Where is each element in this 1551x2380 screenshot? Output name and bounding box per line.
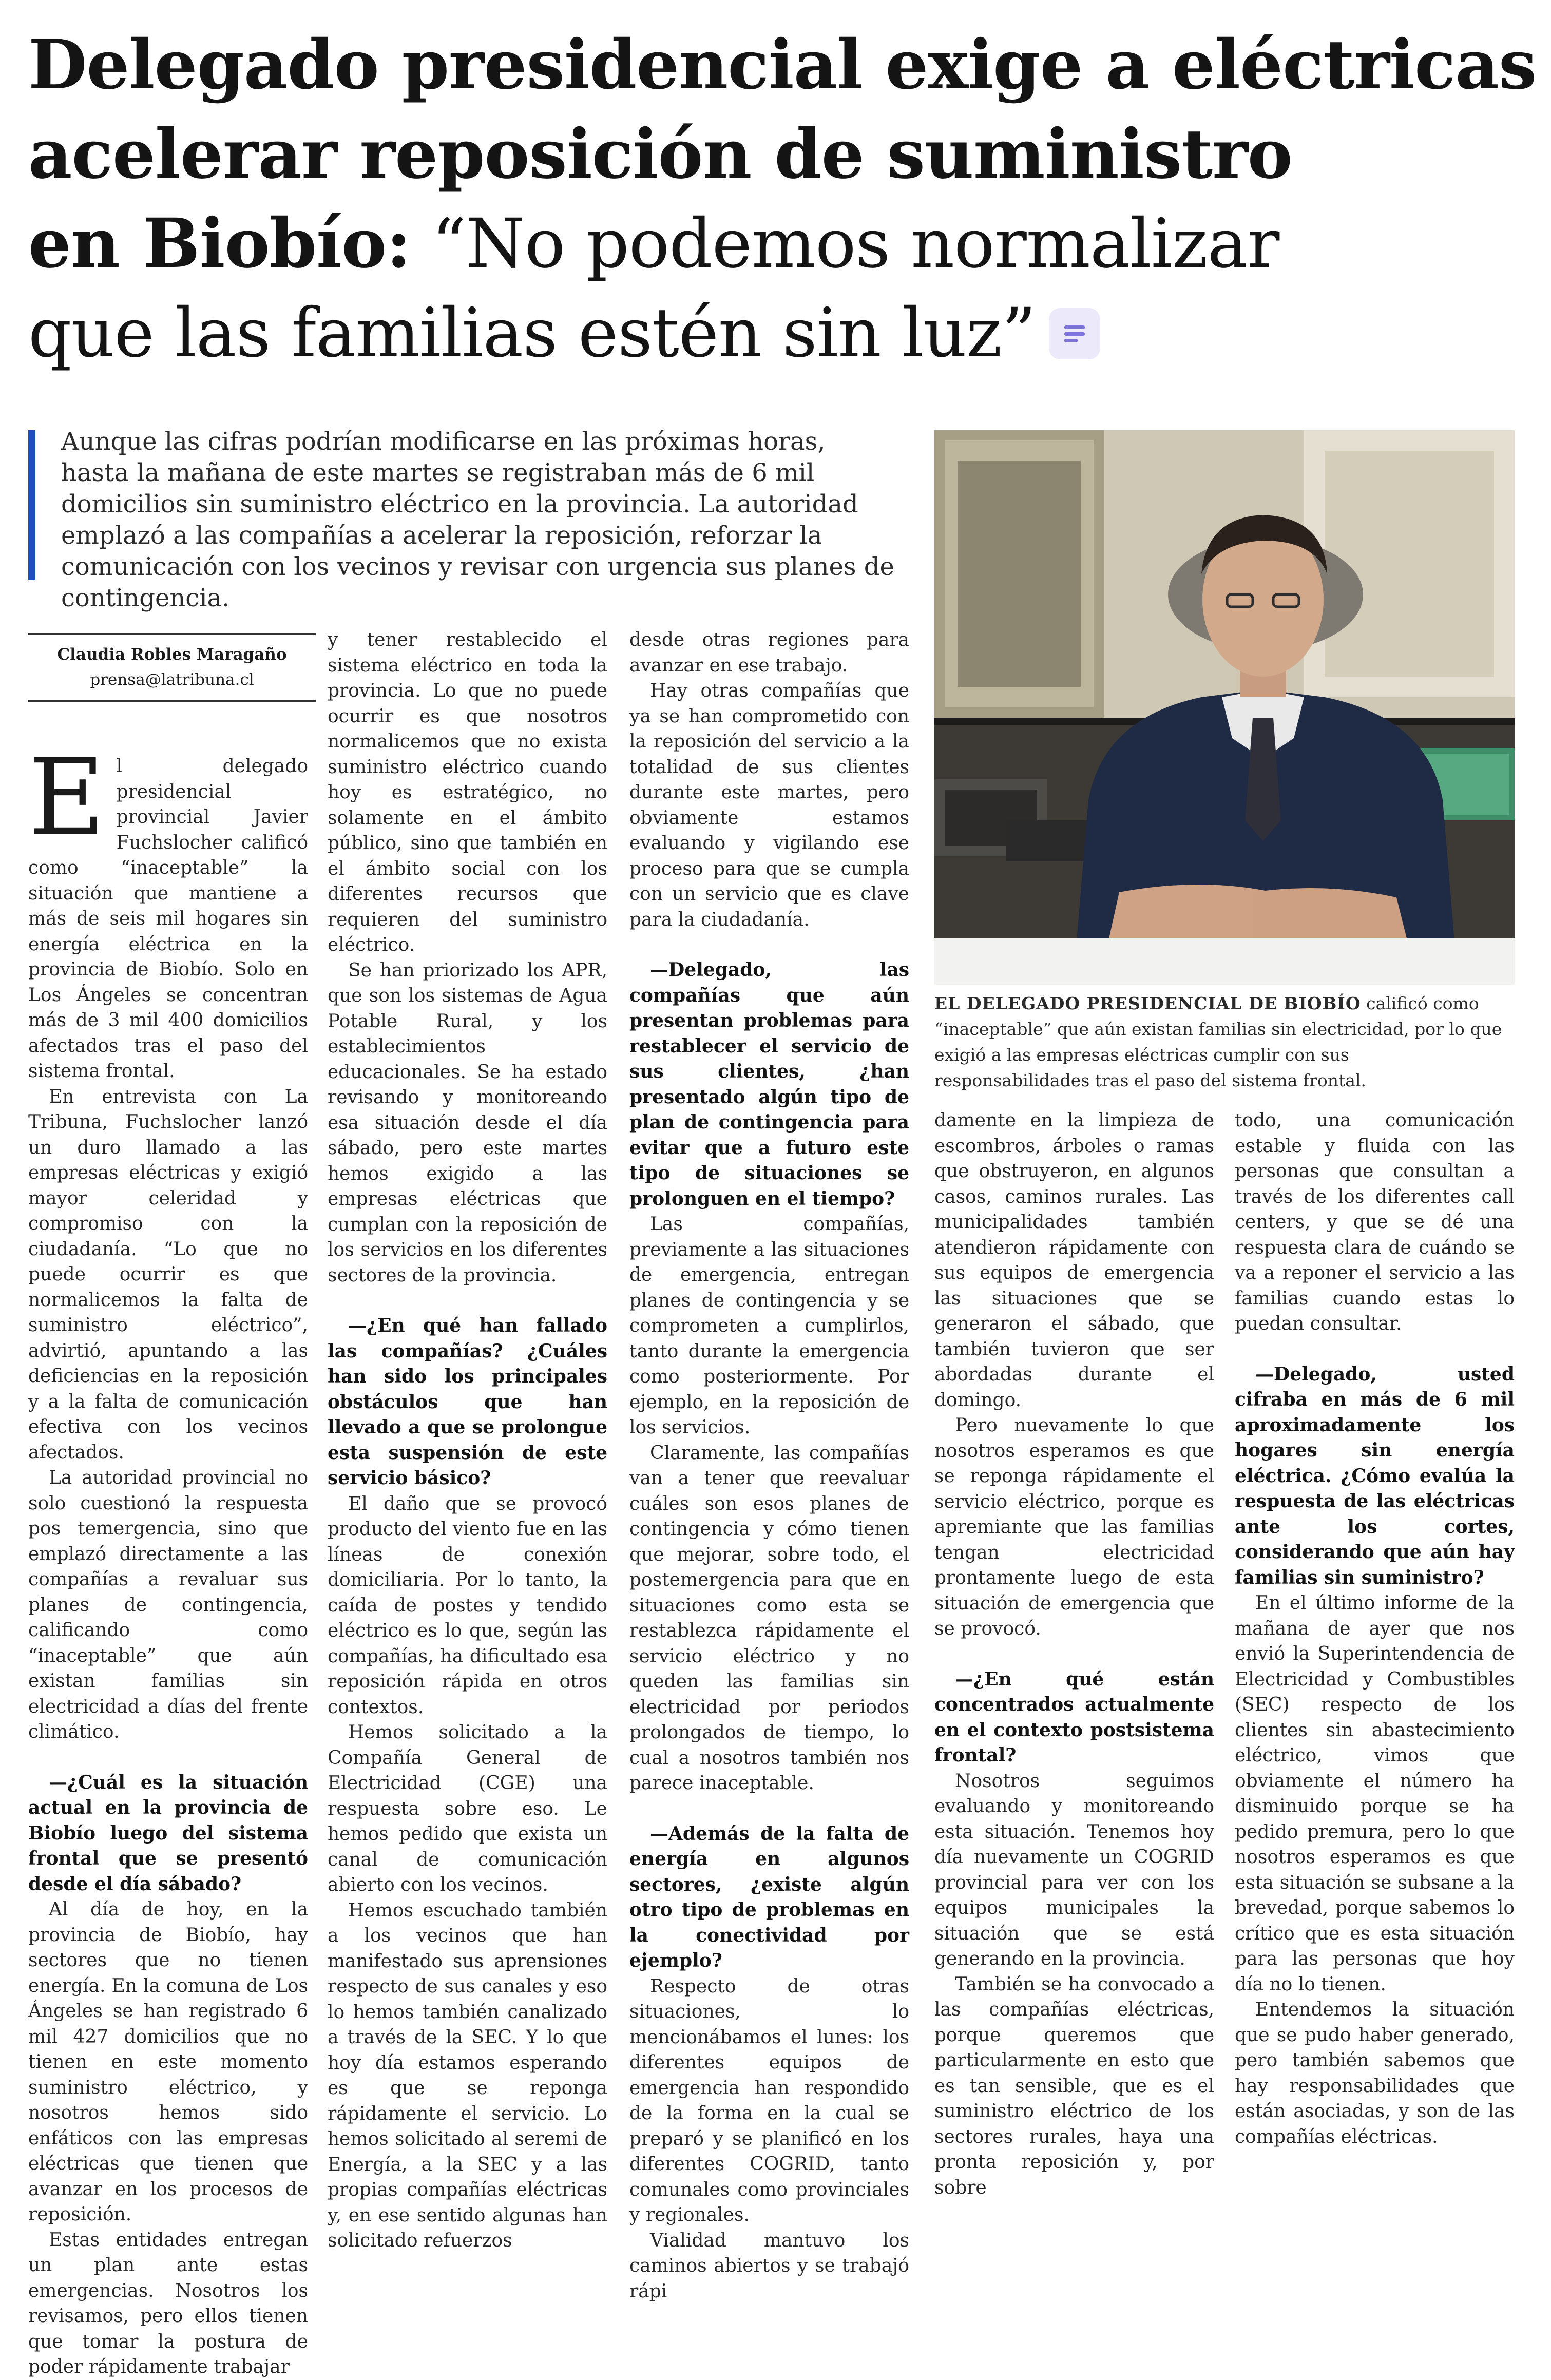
paragraph-text: l delegado presidencial provincial Javier Fuchslocher calificó como “inaceptable” la situación que mantiene a más de seis mil hogares sin energía eléctrica en la provincia de Biobío. Solo en Los Ángeles se concentran más de 3 mil 400 domicilios afectados tras el paso del sistema frontal. [28,756,308,1082]
lead-text: Aunque las cifras podrían modificarse en las próximas horas, hasta la mañana de este martes se registraban más de 6 mil domicilios sin suministro eléctrico en la provincia. La autoridad emplazó a las compañías a acelerar la reposición, reforzar la comunicación con los vecinos y revisar con urgencia sus planes de contingencia. [61,427,894,612]
delegate-photo-illustration [934,430,1515,985]
article-paragraph: Las compañías, previamente a las situaciones de emergencia, entregan planes de contingencia y se comprometen a cumplirlos, tanto durante la emergencia como posteriormente. Por ejemplo, en la reposición de los servicios. [629,1214,909,1438]
article-paragraph: Vialidad mantuvo los caminos abiertos y se trabajó rápi [629,2230,909,2302]
byline-email[interactable]: prensa@latribuna.cl [90,670,254,689]
headline-line-4 [28,289,1517,378]
interview-question: —¿En qué han fallado las compañías? ¿Cuáles han sido los principales obstáculos que han llevado a que se prolongue esta suspensión de este servicio básico? [328,1315,607,1489]
article-paragraph: En el último informe de la mañana de ayer que nos envió la Superintendencia de Electricidad y Combustibles (SEC) respecto de los clientes sin abastecimiento eléctrico, vimos que obviamente el número ha disminuido porque se ha pedido premura, pero lo que nosotros esperamos es que esta situación se subsane a la brevedad, porque sabemos lo crítico que es esta situación para las personas que hoy día no lo tienen. [1235,1592,1515,1995]
article-paragraph: El daño que se provocó producto del viento fue en las líneas de conexión domiciliaria. Por lo tanto, la caída de postes y tendido eléctrico es lo que, según las compañías, ha dificultado esa reposición rápida en otros contextos. [328,1493,607,1718]
lead-paragraph [28,426,896,614]
notes-icon[interactable] [1049,308,1100,359]
article-paragraph: Estas entidades entregan un plan ante estas emergencias. Nosotros los revisamos, pero ellos tienen que tomar la postura de poder rápidamente trabajar [28,2229,308,2377]
article-paragraph: Hemos solicitado a la Compañía General de Electricidad (CGE) una respuesta sobre eso. Le hemos pedido que exista un canal de comunicación abierto con los vecinos. [328,1722,607,1895]
article-paragraph: Claramente, las compañías van a tener que reevaluar cuáles son esos planes de contingencia y cómo tienen que mejorar, sobre todo, el postemergencia para que en situaciones como esta se restablezca rápidamente el servicio eléctrico y no queden las familias sin electricidad por periodos prolongados de tiempo, lo cual a nosotros también nos parece inaceptable. [629,1442,909,1794]
article-paragraph: Al día de hoy, en la provincia de Biobío, hay sectores que no tienen energía. En la comuna de Los Ángeles se han registrado 6 mil 427 domicilios que no tienen en este momento suministro eléctrico, y nosotros hemos sido enfáticos con las empresas eléctricas que tienen que avanzar en los procesos de reposición. [28,1899,308,2225]
article-paragraph: También se ha convocado a las compañías eléctricas, porque queremos que particularmente en esto que es tan sensible, que es el suministro eléctrico de los sectores rurales, haya una pronta reposición y, por sobre [934,1973,1214,2198]
headline-line-2: acelerar reposición de suministro [28,114,1292,194]
delegate-photo [934,430,1515,985]
lead-accent-bar [28,430,35,580]
article-column-5 [1235,1108,1515,2149]
interview-question: —¿Cuál es la situación actual en la provincia de Biobío luego del sistema frontal que se presentó desde el día sábado? [28,1771,308,1895]
byline [28,633,316,702]
article-paragraph: Hemos escuchado también a los vecinos que han manifestado sus aprensiones respecto de sus canales y eso lo hemos también canalizado a través de la SEC. Y lo que hoy día estamos esperando es que se reponga rápidamente el servicio. Lo hemos solicitado al seremi de Energía, a la SEC y a las propias compañías eléctricas y, en ese sentido algunas han solicitado refuerzos [328,1899,607,2251]
headline [28,21,1537,378]
article-paragraph: Hay otras compañías que ya se han comprometido con la reposición del servicio a la totalidad de sus clientes durante este martes, pero obviamente estamos evaluando y vigilando ese proceso para que se cumpla con un servicio que es clave para la ciudadanía. [629,680,909,930]
headline-line-3 [28,199,1517,289]
interview-question: —¿En qué están concentrados actualmente en el contexto postsistema frontal? [934,1668,1214,1766]
article-paragraph: Respecto de otras situaciones, lo mencionábamos el lunes: los diferentes equipos de emergencia han respondido de la forma en la cual se preparó y se planificó en los diferentes COGRID, tanto comunales como provinciales y regionales. [629,1975,909,2225]
article-paragraph: Pero nuevamente lo que nosotros esperamos es que se reponga rápidamente el servicio eléctrico, porque es apremiante que las familias tengan electricidad prontamente luego de esta situación de emergencia que se provocó. [934,1415,1214,1639]
article-column-1 [28,737,308,2380]
article-paragraph: desde otras regiones para avanzar en ese trabajo. [629,629,909,676]
article-paragraph [28,737,308,1084]
headline-line-1: Delegado presidencial exige a eléctricas [28,25,1537,105]
caption-lead: EL DELEGADO PRESIDENCIAL DE BIOBÍO [934,993,1361,1013]
photo-caption [934,991,1509,1093]
interview-question: —Delegado, las compañías que aún presentan problemas para restablecer el servicio de sus clientes, ¿han presentado algún tipo de plan de contingencia para evitar que a futuro este tipo de situaciones se prolonguen en el tiempo? [629,959,909,1210]
caption-text: calificó como “inaceptable” que aún existan familias sin electricidad, por lo que exigió a las empresas eléctricas cumplir con sus responsabilidades tras el paso del sistema frontal. [934,993,1502,1090]
drop-cap: E [28,737,105,859]
headline-line-3-quote: “No podemos normalizar [410,204,1279,283]
article-paragraph: Nosotros seguimos evaluando y monitoreando esta situación. Tenemos hoy día nuevamente un COGRID provincial para ver con los equipos municipales la situación que se está generando en la provincia. [934,1770,1214,1969]
article-column-4 [934,1108,1214,2200]
byline-author: Claudia Robles Maragaño [57,645,287,664]
article-column-3 [629,627,909,2304]
article-paragraph: Entendemos la situación que se pudo haber generado, pero también sabemos que hay responsabilidades que están asociadas, y son de las compañías eléctricas. [1235,1999,1515,2147]
article-column-2 [328,627,607,2254]
interview-question: —Delegado, usted cifraba en más de 6 mil aproximadamente los hogares sin energía eléctrica. ¿Cómo evalúa la respuesta de las eléctricas ante los cortes, considerando que aún hay familias sin suministro? [1235,1363,1515,1588]
article-paragraph: y tener restablecido el sistema eléctrico en toda la provincia. Lo que no puede ocurrir es que nosotros normalicemos que no exista suministro eléctrico cuando hoy es estratégico, no solamente en el ámbito público, sino que también en el ámbito social con los diferentes recursos que requieren del suministro eléctrico. [328,629,607,955]
article-paragraph: todo, una comunicación estable y fluida con las personas que consultan a través de los diferentes call centers, y que se dé una respuesta clara de cuándo se va a reponer el servicio a las familias cuando estas lo puedan consultar. [1235,1110,1515,1334]
headline-line-4-text: que las familias estén sin luz” [28,294,1036,373]
article-paragraph: En entrevista con La Tribuna, Fuchslocher lanzó un duro llamado a las empresas eléctricas y exigió mayor celeridad y compromiso con la ciudadanía. “Lo que no puede ocurrir es que normalicemos la falta de suministro eléctrico”, advirtió, apuntando a las deficiencias en la reposición y a la falta de comunicación efectiva con los vecinos afectados. [28,1086,308,1463]
interview-question: —Además de la falta de energía en algunos sectores, ¿existe algún otro tipo de problemas en la conectividad por ejemplo? [629,1822,909,1971]
article-paragraph: damente en la limpieza de escombros, árboles o ramas que obstruyeron, en algunos casos, caminos rurales. Las municipalidades también atendieron rápidamente con sus equipos de emergencia las situaciones que se generaron el sábado, que también tuvieron que ser abordadas durante el domingo. [934,1110,1214,1411]
article-paragraph: Se han priorizado los APR, que son los sistemas de Agua Potable Rural, y los establecimientos educacionales. Se ha estado revisando y monitoreando esa situación desde el día sábado, pero este martes hemos exigido a las empresas eléctricas que cumplan con la reposición de los servicios en los diferentes sectores de la provincia. [328,959,607,1286]
article-paragraph: La autoridad provincial no solo cuestionó la respuesta pos temergencia, sino que emplazó directamente a las compañías a revaluar sus planes de contingencia, calificando como “inaceptable” que aún existan familias sin electricidad a días del frente climático. [28,1467,308,1742]
headline-line-3-bold: en Biobío: [28,204,411,283]
